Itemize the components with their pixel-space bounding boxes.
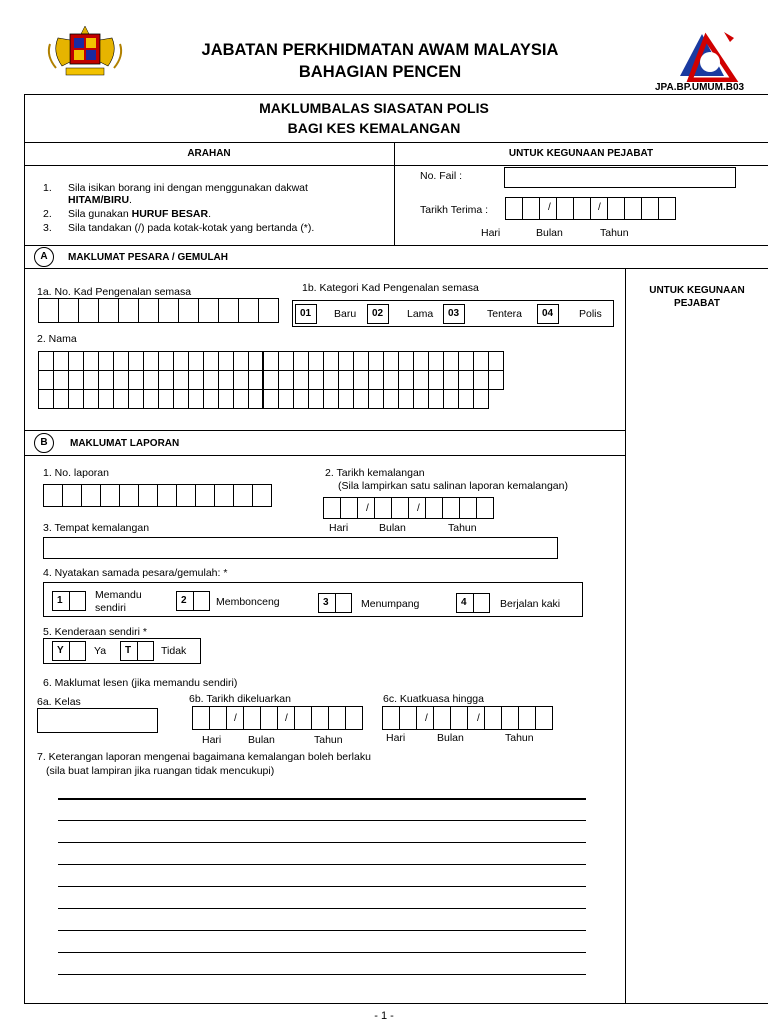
arahan-item1-line2 [68,194,132,206]
arahan-heading: ARAHAN [187,148,231,159]
q1a-label: 1a. No. Kad Pengenalan semasa [37,286,192,298]
own-vehicle-no-checkbox[interactable] [137,641,154,661]
date-separator: / [285,713,288,724]
hari-label: Hari [481,227,501,239]
side-office-label-2: PEJABAT [674,298,720,309]
tahun-label: Tahun [505,732,534,744]
form-title-line1: MAKLUMBALAS SIASATAN POLIS [259,100,489,116]
status-option-1-checkbox[interactable] [69,591,86,611]
ic-category-01[interactable]: 01 [295,304,317,324]
arahan-item1-text: Sila isikan borang ini dengan menggunakan dakwat [68,182,308,194]
tahun-label: Tahun [314,734,343,746]
status-option-1[interactable]: 1 [52,591,70,611]
status-option-1-label: Memandu [95,589,142,601]
status-option-2-label: Membonceng [216,596,280,608]
tarikh-terima-label: Tarikh Terima : [420,204,489,216]
arahan-item2 [68,208,211,220]
arahan-item1-bold: HITAM/BIRU [68,194,130,206]
arahan-item3-text: Sila tandakan (/) pada kotak-kotak yang bertanda (*). [68,222,315,234]
bulan-label: Bulan [379,522,406,534]
ic-number-boxes[interactable] [38,298,279,323]
date-separator: / [234,713,237,724]
arahan-item1-end: . [129,194,132,206]
section-b-marker: B [34,433,54,453]
b-q6-label: 6. Maklumat lesen (jika memandu sendiri) [43,677,238,689]
own-vehicle-no-label: Tidak [161,645,187,657]
ic-category-02[interactable]: 02 [367,304,389,324]
page-number: - 1 - [374,1010,394,1022]
arahan-item2-bold: HURUF BESAR [131,208,209,220]
arahan-item2-end: . [208,208,211,220]
side-office-label-1: UNTUK KEGUNAAN [649,285,745,296]
b-q2-label: 2. Tarikh kemalangan [325,467,425,479]
hari-label: Hari [329,522,349,534]
status-option-4[interactable]: 4 [456,593,474,613]
arahan-item2-num: 2. [43,208,52,220]
status-option-2[interactable]: 2 [176,591,194,611]
org-name: JABATAN PERKHIDMATAN AWAM MALAYSIA [201,41,559,59]
arahan-item2-text: Sila gunakan [68,208,132,220]
accident-place-input[interactable] [43,537,558,559]
tahun-label: Tahun [600,227,629,239]
office-heading: UNTUK KEGUNAAN PEJABAT [508,148,654,159]
no-fail-input[interactable] [504,167,736,188]
own-vehicle-no[interactable]: T [120,641,138,661]
license-valid-until-boxes[interactable] [382,706,553,730]
ic-category-03[interactable]: 03 [443,304,465,324]
license-class-input[interactable] [37,708,158,733]
status-option-3-label: Menumpang [361,598,420,610]
license-issued-date-boxes[interactable] [192,706,363,730]
ic-category-02-label: Lama [407,308,434,320]
bulan-label: Bulan [437,732,464,744]
date-separator: / [598,202,601,213]
b-q7-label: 7. Keterangan laporan mengenai bagaimana kemalangan boleh berlaku [37,751,371,763]
ic-category-03-label: Tentera [487,308,523,320]
arahan-item3-num: 3. [43,222,52,234]
date-separator: / [477,713,480,724]
q2-nama-label: 2. Nama [37,333,77,345]
form-title-line2: BAGI KES KEMALANGAN [287,120,461,136]
org-division: BAHAGIAN PENCEN [298,63,462,81]
tahun-label: Tahun [448,522,477,534]
own-vehicle-yes[interactable]: Y [52,641,70,661]
date-separator: / [425,713,428,724]
own-vehicle-yes-label: Ya [94,645,107,657]
b-q6a-label: 6a. Kelas [37,696,81,708]
b-q4-label: 4. Nyatakan samada pesara/gemulah: * [43,567,228,579]
b-q1-label: 1. No. laporan [43,467,109,479]
ic-category-04[interactable]: 04 [537,304,559,324]
section-a-title: MAKLUMAT PESARA / GEMULAH [68,252,228,263]
hari-label: Hari [386,732,406,744]
b-q3-label: 3. Tempat kemalangan [43,522,150,534]
section-a-marker: A [34,247,54,267]
status-option-4-checkbox[interactable] [473,593,490,613]
accident-date-boxes[interactable] [323,497,494,519]
status-option-3-checkbox[interactable] [335,593,352,613]
date-separator: / [548,202,551,213]
b-q7-note: (sila buat lampiran jika ruangan tidak mencukupi) [46,765,275,777]
tarikh-terima-boxes[interactable] [505,197,676,220]
section-b-title: MAKLUMAT LAPORAN [70,438,180,449]
arahan-item1-num: 1. [43,182,52,194]
b-q5-label: 5. Kenderaan sendiri * [43,626,147,638]
b-q6c-label: 6c. Kuatkuasa hingga [383,693,484,705]
ic-category-01-label: Baru [334,308,357,320]
form-code: JPA.BP.UMUM.B03 [655,82,745,93]
b-q2-note: (Sila lampirkan satu salinan laporan kemalangan) [338,480,568,492]
own-vehicle-yes-checkbox[interactable] [69,641,86,661]
report-number-boxes[interactable] [43,484,272,507]
bulan-label: Bulan [248,734,275,746]
status-option-2-checkbox[interactable] [193,591,210,611]
bulan-label: Bulan [536,227,563,239]
status-option-1-label-2: sendiri [95,602,126,614]
q1b-label: 1b. Kategori Kad Pengenalan semasa [302,282,479,294]
date-separator: / [417,503,420,514]
no-fail-label: No. Fail : [420,170,463,182]
status-option-3[interactable]: 3 [318,593,336,613]
date-separator: / [366,503,369,514]
status-option-4-label: Berjalan kaki [500,598,561,610]
b-q6b-label: 6b. Tarikh dikeluarkan [189,693,291,705]
ic-category-04-label: Polis [579,308,602,320]
jpa-logo-icon [680,28,744,82]
hari-label: Hari [202,734,222,746]
